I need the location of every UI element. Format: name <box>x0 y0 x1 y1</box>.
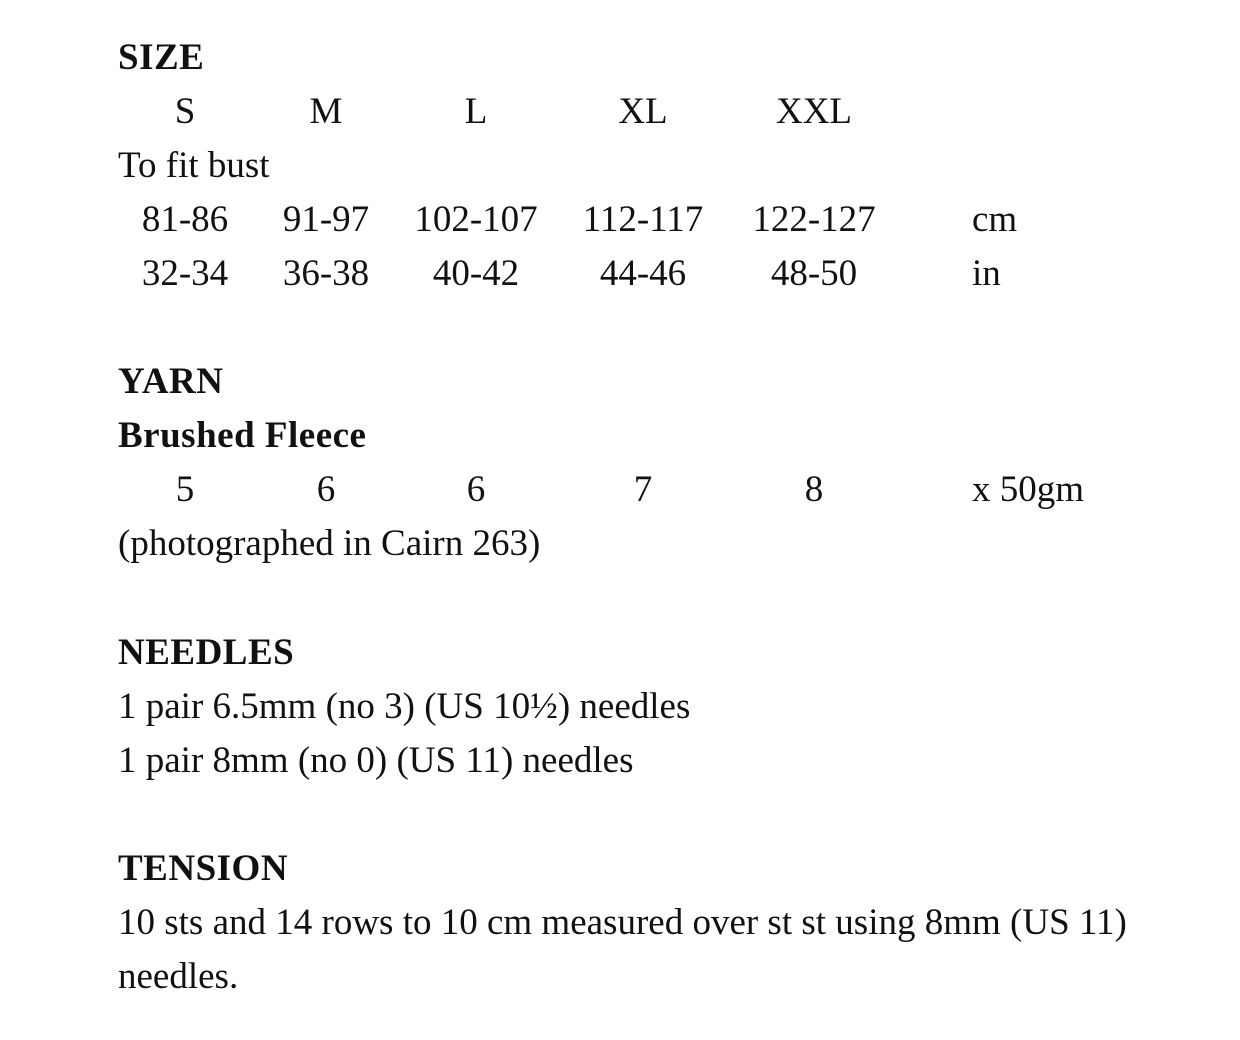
size-label: L <box>464 91 488 132</box>
bust-in-unit: in <box>972 253 1001 294</box>
bust-in-value: 32-34 <box>141 253 229 294</box>
needles-item: 1 pair 8mm (no 0) (US 11) needles <box>118 740 634 781</box>
yarn-heading: YARN <box>118 361 224 402</box>
bust-cm-unit: cm <box>972 199 1018 240</box>
bust-cm-row <box>0 193 1240 247</box>
yarn-quantity: 7 <box>633 469 653 510</box>
bust-cm-value: 112-117 <box>582 199 704 240</box>
bust-in-value: 40-42 <box>432 253 520 294</box>
bust-in-value: 48-50 <box>770 253 858 294</box>
bust-in-value: 44-46 <box>599 253 687 294</box>
size-label: XXL <box>775 91 853 132</box>
yarn-quantity: 6 <box>316 469 336 510</box>
size-heading: SIZE <box>118 37 205 78</box>
size-label: S <box>174 91 196 132</box>
yarn-quantity-unit: x 50gm <box>972 469 1085 510</box>
bust-cm-value: 91-97 <box>282 199 370 240</box>
size-labels-row <box>0 85 1240 139</box>
size-label: M <box>309 91 343 132</box>
bust-cm-value: 122-127 <box>752 199 876 240</box>
needles-heading: NEEDLES <box>118 632 295 673</box>
bust-in-value: 36-38 <box>282 253 370 294</box>
yarn-quantity: 6 <box>466 469 486 510</box>
bust-cm-value: 102-107 <box>414 199 538 240</box>
yarn-note: (photographed in Cairn 263) <box>118 523 541 564</box>
yarn-quantities-row <box>0 463 1240 517</box>
to-fit-bust-label: To fit bust <box>118 145 270 186</box>
tension-text-line: needles. <box>118 956 239 997</box>
bust-cm-value: 81-86 <box>141 199 229 240</box>
size-label: XL <box>618 91 668 132</box>
yarn-name: Brushed Fleece <box>118 415 367 456</box>
tension-heading: TENSION <box>118 848 289 889</box>
tension-text-line: 10 sts and 14 rows to 10 cm measured over st st using 8mm (US 11) <box>118 902 1127 943</box>
needles-item: 1 pair 6.5mm (no 3) (US 10½) needles <box>118 686 691 727</box>
yarn-quantity: 8 <box>804 469 824 510</box>
bust-in-row <box>0 247 1240 301</box>
yarn-quantity: 5 <box>175 469 195 510</box>
